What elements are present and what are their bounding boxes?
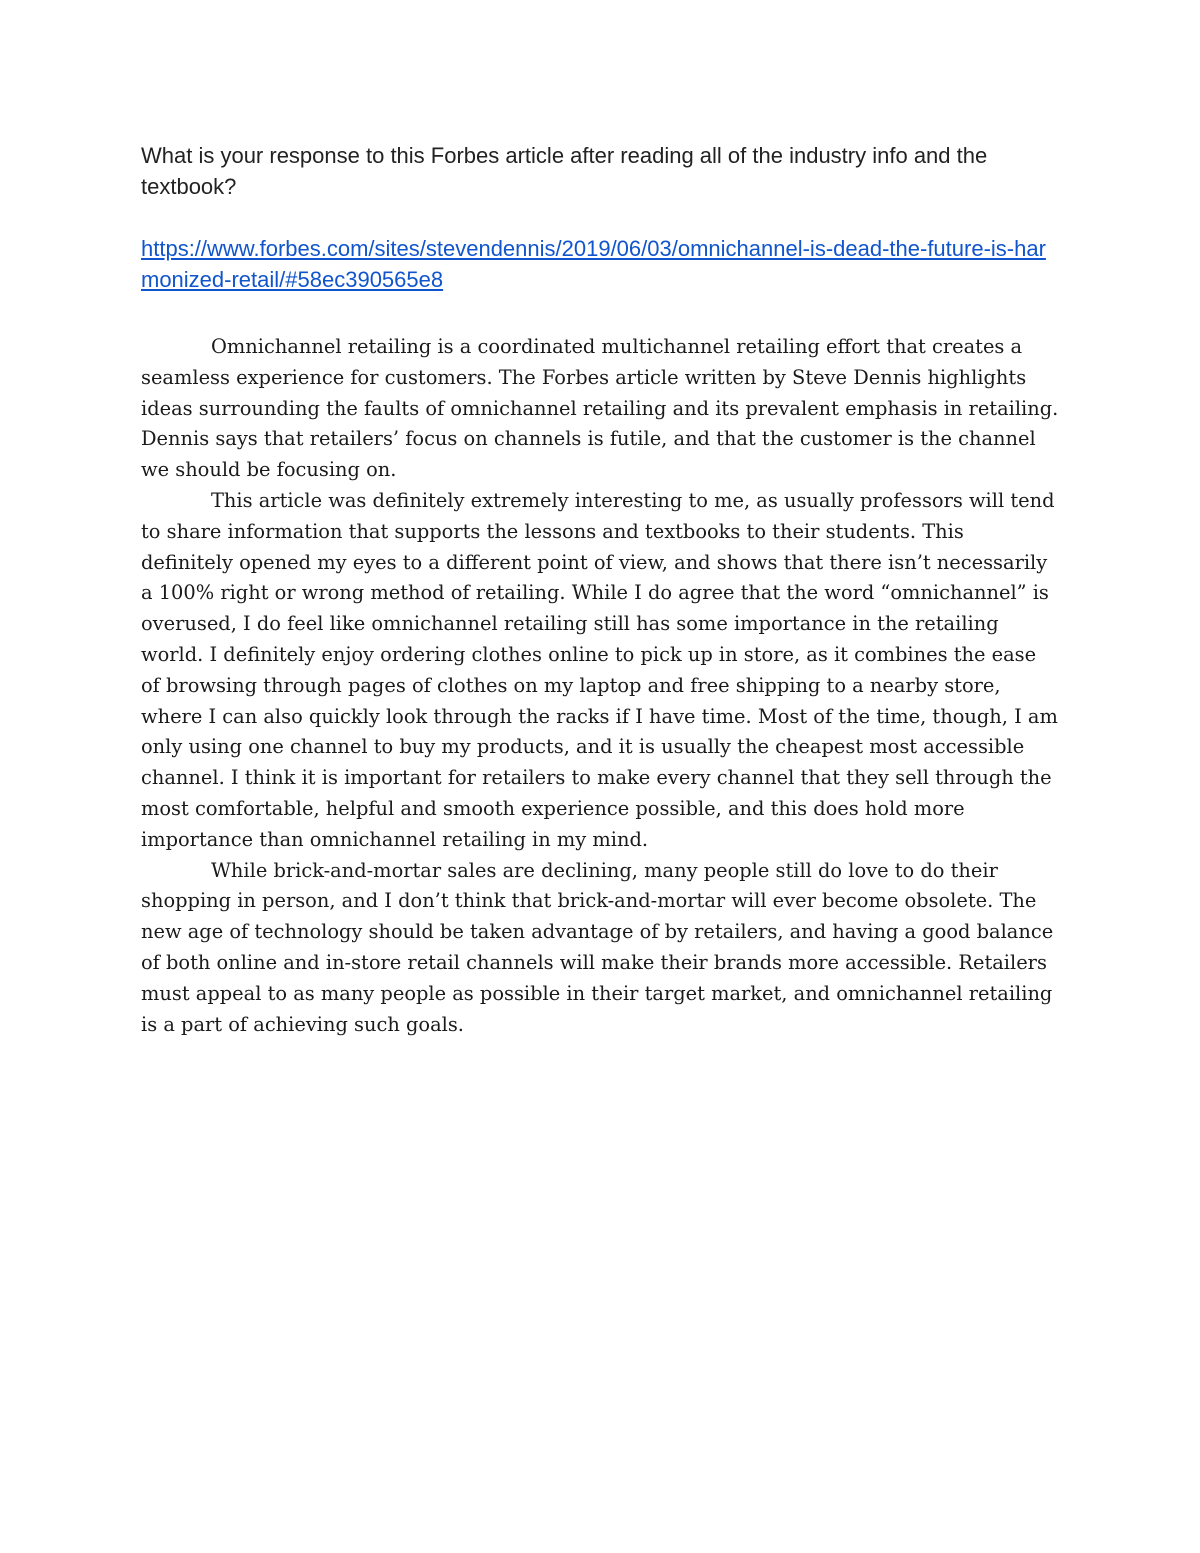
forbes-article-link[interactable]: https://www.forbes.com/sites/stevendennis/2019/06/03/omnichannel-is-dead-the-future-is-harmonized-retail/#58ec390565e8 bbox=[141, 236, 1046, 292]
essay-paragraph-3: While brick-and-mortar sales are declining, many people still do love to do their shopping in person, and I don’t think that brick-and-mortar will ever become obsolete. The new age of technology should be taken advantage of by retailers, and having a good balance of both online and in-store retail channels will make their brands more accessible. Retailers must appeal to as many people as possible in their target market, and omnichannel retailing is a part of achieving such goals. bbox=[141, 858, 1054, 1036]
essay-paragraph-2: This article was definitely extremely interesting to me, as usually professors will tend to share information that supports the lessons and textbooks to their students. This definitely opened my eyes to a different point of view, and shows that there isn’t necessarily a 100% right or wrong method of retailing. While I do agree that the word “omnichannel” is overused, I do feel like omnichannel retailing still has some importance in the retailing world. I definitely enjoy ordering clothes online to pick up in store, as it combines the ease of browsing through pages of clothes on my laptop and free shipping to a nearby store, where I can also quickly look through the racks if I have time. Most of the time, though, I am only using one channel to buy my products, and it is usually the cheapest most accessible channel. I think it is important for retailers to make every channel that they sell through the most comfortable, helpful and smooth experience possible, and this does hold more importance than omnichannel retailing in my mind. bbox=[141, 488, 1058, 851]
essay-paragraph-1: Omnichannel retailing is a coordinated multichannel retailing effort that creates a seamless experience for customers. The Forbes article written by Steve Dennis highlights ideas surrounding the faults of omnichannel retailing and its prevalent emphasis in retailing. Dennis says that retailers’ focus on channels is futile, and that the customer is the channel we should be focusing on. bbox=[141, 335, 1059, 482]
question-text: What is your response to this Forbes article after reading all of the industry info and the textbook? bbox=[141, 143, 988, 199]
document-content bbox=[141, 140, 1061, 1040]
essay-body bbox=[141, 332, 1061, 1040]
article-link-block bbox=[141, 233, 1056, 295]
